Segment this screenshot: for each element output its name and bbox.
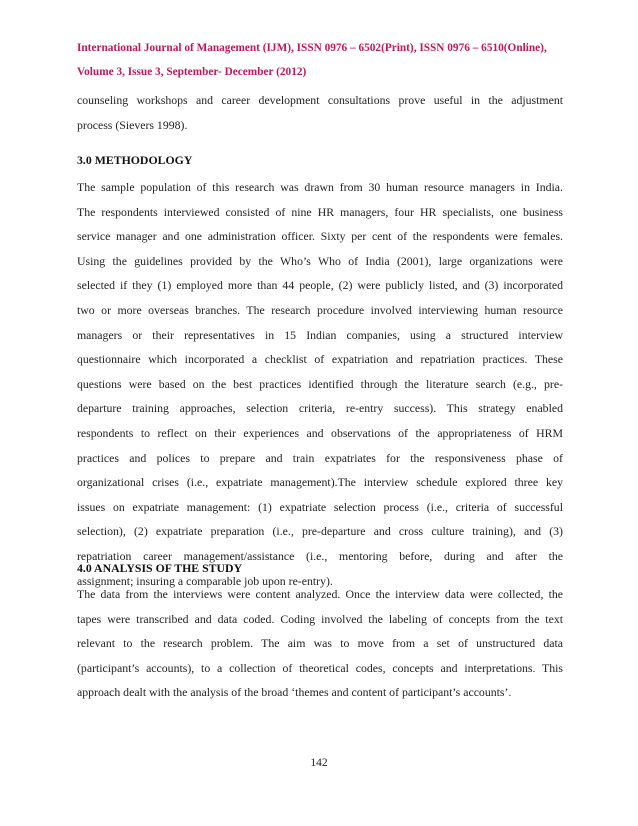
paragraph-line: two or more overseas branches. The research procedure involved interviewing human resource bbox=[77, 302, 563, 317]
paragraph-line: assignment; insuring a comparable job upon re-entry). bbox=[77, 573, 333, 588]
paragraph-line: (participant’s accounts), to a collection of theoretical codes, concepts and interpretations. This bbox=[77, 660, 563, 675]
page-number: 142 bbox=[310, 757, 328, 769]
paragraph-line: managers or their representatives in 15 Indian companies, using a structured interview bbox=[77, 327, 563, 342]
analysis-paragraph bbox=[77, 582, 563, 705]
methodology-paragraph bbox=[77, 175, 563, 593]
paragraph-line: selection), (2) expatriate preparation (i.e., pre-departure and cross culture training), and (3) bbox=[77, 524, 563, 539]
paragraph-line: questions were based on the best practices identified through the literature search (e.g., pre- bbox=[77, 376, 563, 391]
paragraph-line: organizational crises (i.e., expatriate management).The interview schedule explored three key bbox=[77, 475, 563, 490]
paragraph-line: issues on expatriate management: (1) expatriate selection process (i.e., criteria of successful bbox=[77, 499, 563, 514]
paragraph-line: The data from the interviews were content analyzed. Once the interview data were collected, the bbox=[77, 587, 563, 601]
paragraph-line: practices and polices to prepare and train expatriates for the responsiveness phase of bbox=[77, 450, 563, 465]
methodology-heading: 3.0 METHODOLOGY bbox=[77, 153, 193, 167]
journal-header bbox=[77, 36, 563, 84]
journal-header-line-2: Volume 3, Issue 3, September- December (2012) bbox=[77, 66, 307, 78]
paragraph-line: tapes were transcribed and data coded. Coding involved the labeling of concepts from the text bbox=[77, 611, 563, 626]
paragraph-line: questionnaire which incorporated a checklist of expatriation and repatriation practices. These bbox=[77, 352, 563, 367]
paragraph-line: The sample population of this research was drawn from 30 human resource managers in India. bbox=[77, 180, 563, 194]
journal-header-line-1: International Journal of Management (IJM), ISSN 0976 – 6502(Print), ISSN 0976 – 6510(Online), bbox=[77, 42, 547, 54]
paragraph-line: Using the guidelines provided by the Who’s Who of India (2001), large organizations were bbox=[77, 253, 563, 268]
paragraph-line: The respondents interviewed consisted of nine HR managers, four HR specialists, one business bbox=[77, 204, 563, 219]
paragraph-line: process (Sievers 1998). bbox=[77, 117, 188, 132]
intro-paragraph bbox=[77, 88, 563, 137]
paragraph-line: departure training approaches, selection criteria, re-entry success). This strategy enabled bbox=[77, 401, 563, 416]
paragraph-line: relevant to the research problem. The aim was to move from a set of unstructured data bbox=[77, 636, 563, 651]
analysis-heading: 4.0 ANALYSIS OF THE STUDY bbox=[77, 561, 243, 575]
paragraph-line: service manager and one administration officer. Sixty per cent of the respondents were females. bbox=[77, 229, 563, 244]
paragraph-line: respondents to reflect on their experiences and observations of the appropriateness of HRM bbox=[77, 425, 563, 440]
paragraph-line: counseling workshops and career development consultations prove useful in the adjustment bbox=[77, 93, 563, 107]
paragraph-line: selected if they (1) employed more than 44 people, (2) were publicly listed, and (3) incorporated bbox=[77, 278, 563, 293]
paragraph-line: repatriation career management/assistance (i.e., mentoring before, during and after the bbox=[77, 548, 563, 563]
paragraph-line: approach dealt with the analysis of the broad ‘themes and content of participant’s accounts’. bbox=[77, 685, 512, 700]
